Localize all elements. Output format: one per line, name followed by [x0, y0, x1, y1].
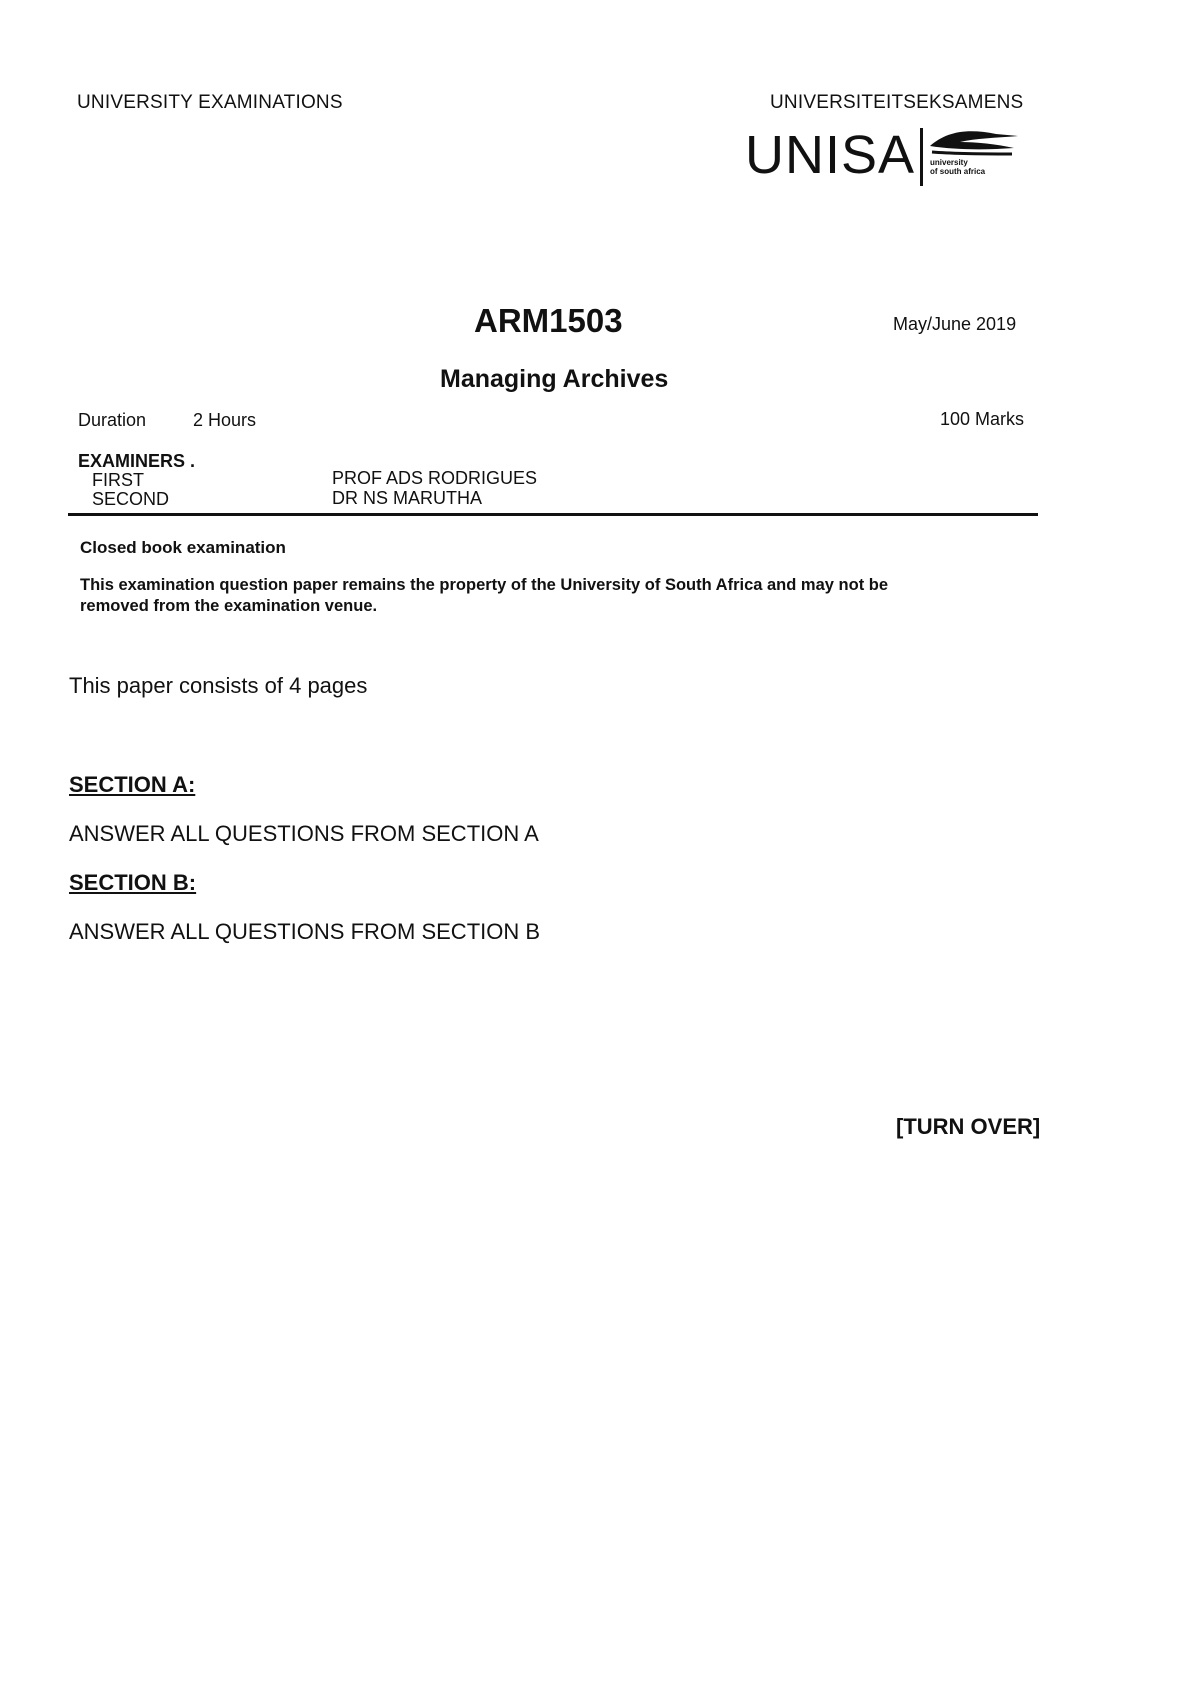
unisa-logo: [745, 125, 916, 185]
header-left: UNIVERSITY EXAMINATIONS: [77, 92, 343, 113]
first-examiner-label: FIRST: [92, 470, 144, 490]
total-marks: 100 Marks: [940, 409, 1025, 429]
second-examiner-name: DR NS MARUTHA: [332, 488, 483, 508]
section-a-title: SECTION A:: [69, 772, 196, 797]
property-note-line1: This examination question paper remains the property of the University of South Africa and may not be: [80, 576, 889, 594]
header-divider: [68, 513, 1038, 516]
header-right: UNIVERSITEITSEKSAMENS: [770, 92, 1024, 113]
logo-tagline: [930, 158, 985, 176]
turn-over: [TURN OVER]: [896, 1114, 1041, 1139]
first-examiner-name: PROF ADS RODRIGUES: [332, 468, 538, 488]
section-b-title: SECTION B:: [69, 870, 197, 895]
page-count: This paper consists of 4 pages: [69, 673, 368, 698]
exam-code: ARM1503: [474, 302, 623, 339]
section-a-instruction: ANSWER ALL QUESTIONS FROM SECTION A: [69, 821, 539, 846]
examiners-heading: EXAMINERS .: [78, 451, 196, 471]
second-examiner-label: SECOND: [92, 489, 170, 509]
closed-book-note: Closed book examination: [80, 538, 286, 557]
exam-title: Managing Archives: [440, 365, 669, 393]
exam-session: May/June 2019: [893, 314, 1017, 334]
duration-label: Duration: [78, 410, 147, 430]
duration-value: 2 Hours: [193, 410, 257, 430]
property-note-line2: removed from the examination venue.: [80, 597, 378, 615]
logo-wordmark: UNISA: [745, 125, 916, 185]
logo-tagline-line1: university: [930, 158, 968, 167]
logo-divider: [920, 128, 923, 186]
section-b-instruction: ANSWER ALL QUESTIONS FROM SECTION B: [69, 919, 541, 944]
logo-emblem: [920, 126, 1020, 186]
logo-tagline-line2: of south africa: [930, 167, 986, 176]
